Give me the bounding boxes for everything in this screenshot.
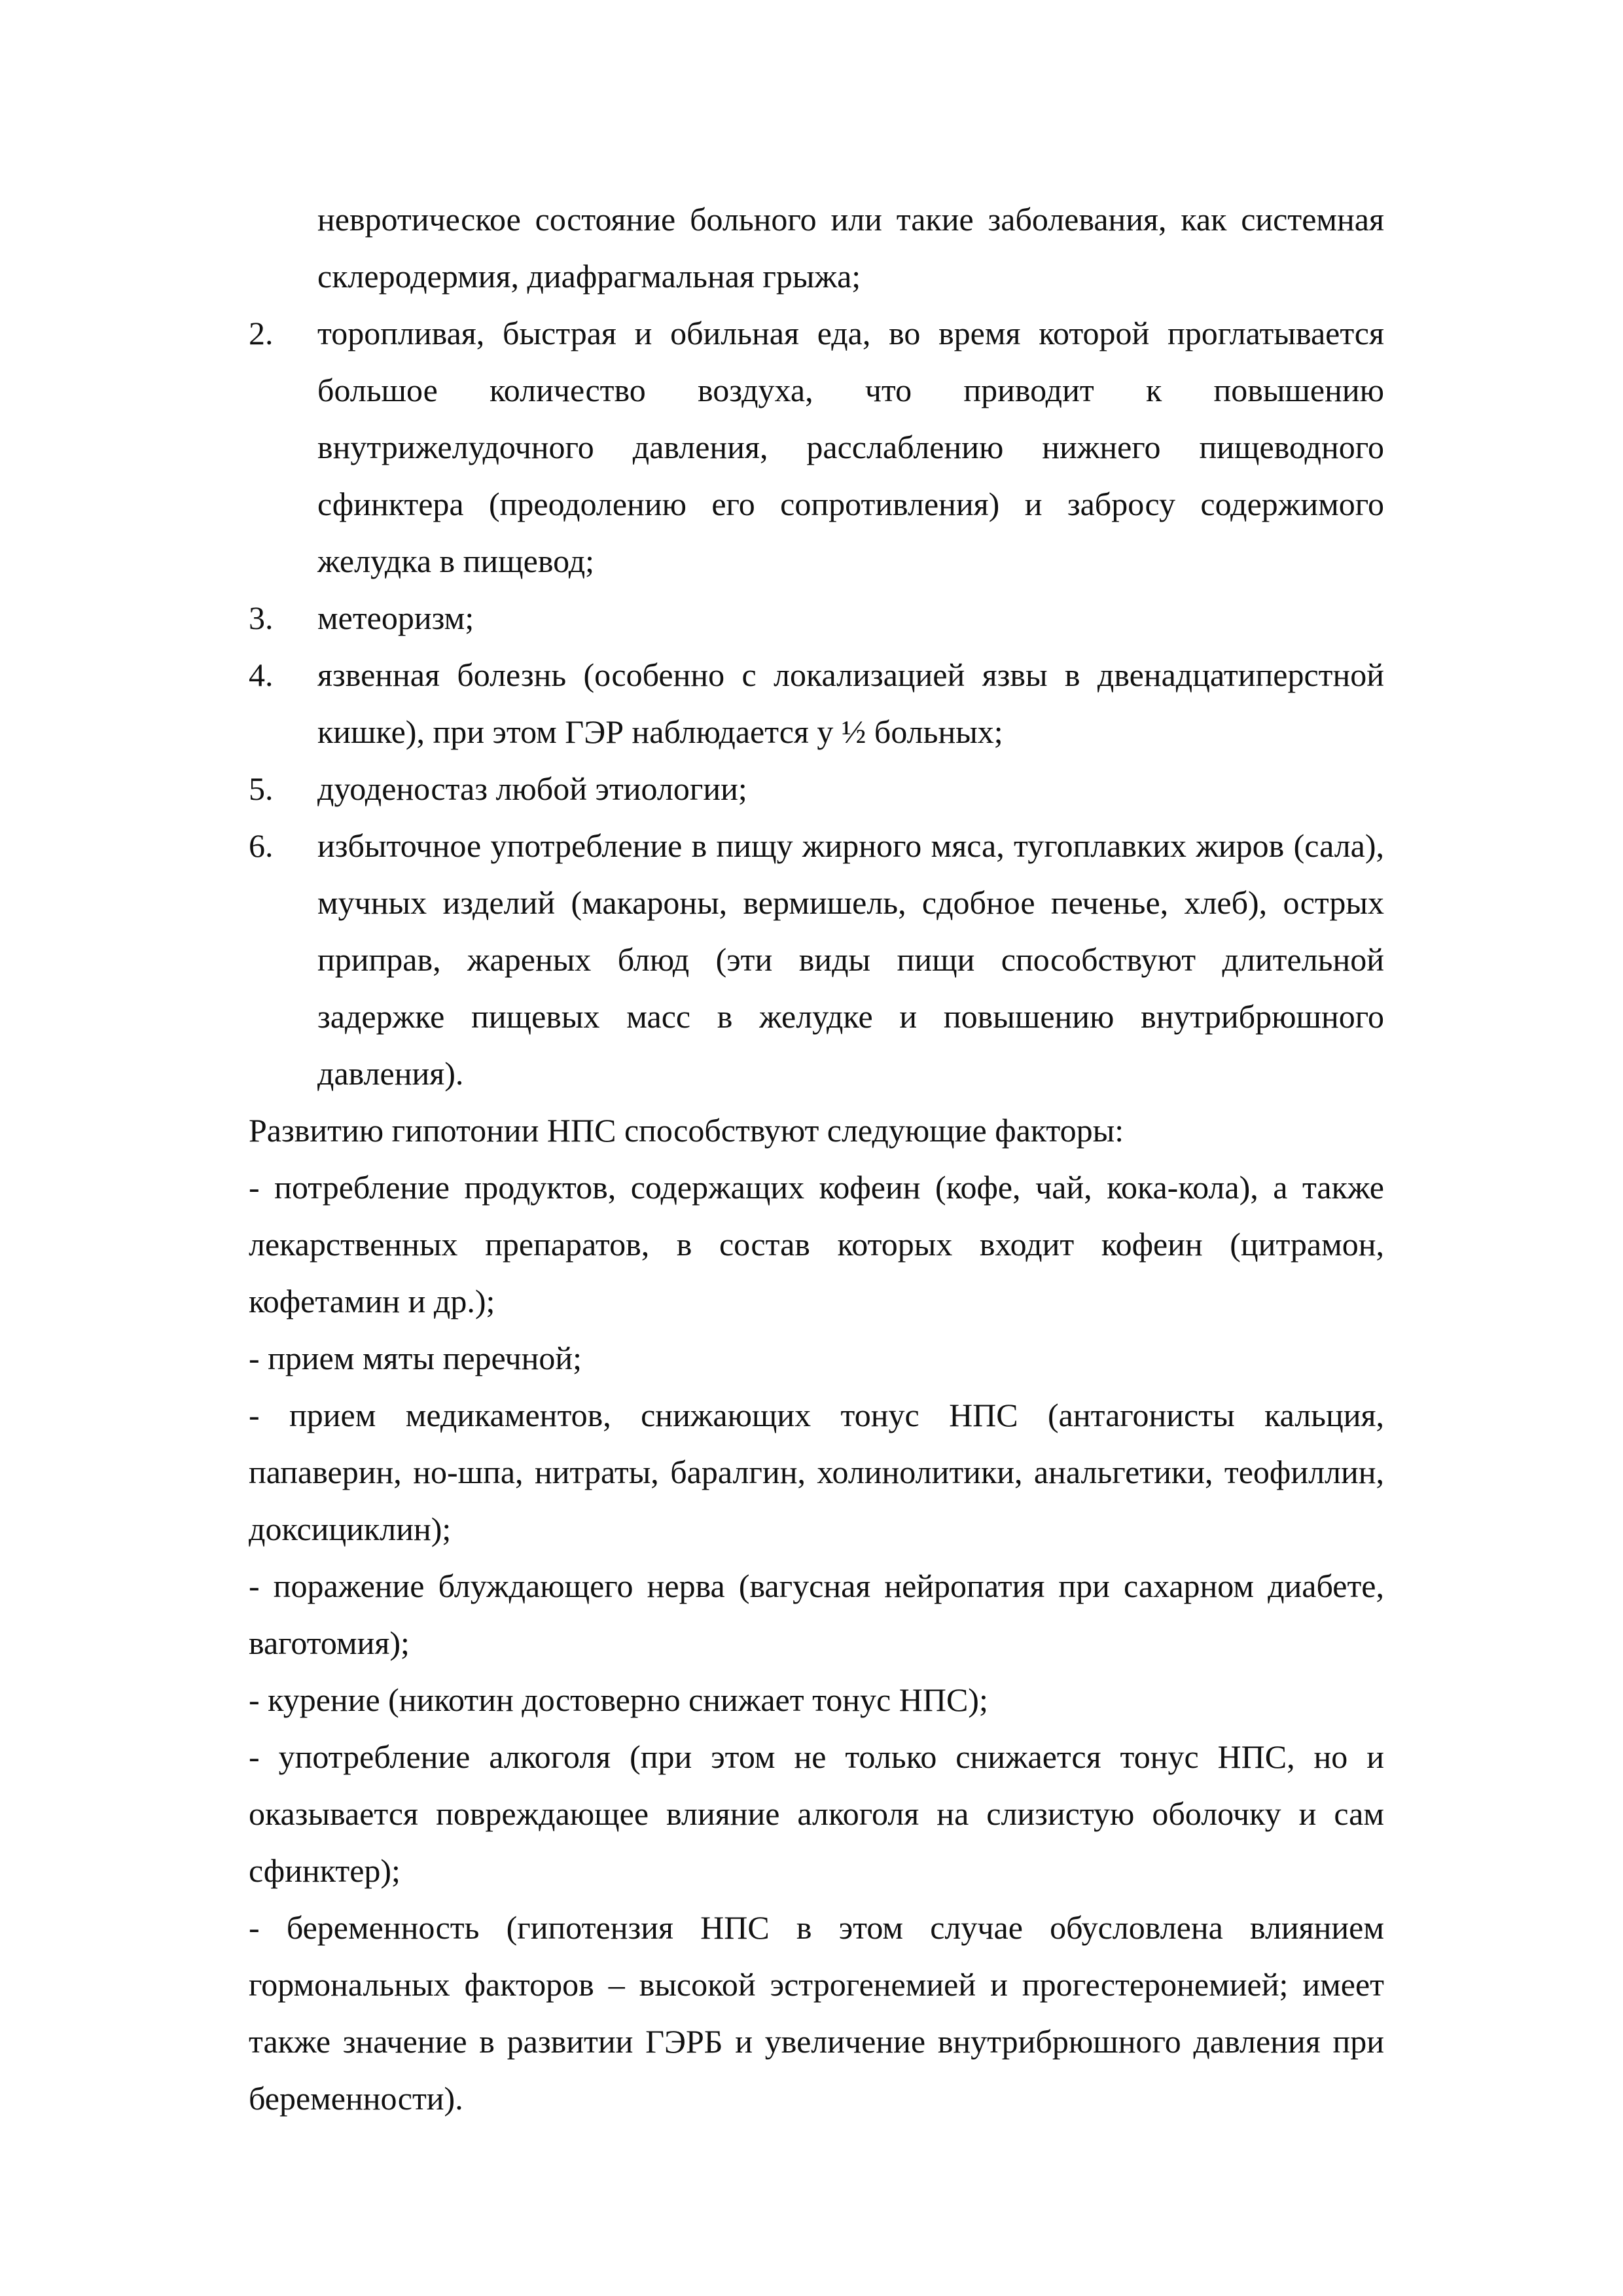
- list-number: 6.: [249, 827, 274, 864]
- text-line: задержке пищевых масс в желудке и повышению внутрибрюшного: [317, 998, 1384, 1035]
- list-item-5: [249, 761, 1384, 817]
- text-line: папаверин, но-шпа, нитраты, баралгин, холинолитики, анальгетики, теофиллин,: [249, 1454, 1384, 1490]
- text-line: [249, 647, 1384, 704]
- list-item-text: дуоденостаз любой этиологии;: [317, 770, 747, 807]
- factor-item: [249, 1899, 1384, 2127]
- list-item-text: избыточное употребление в пищу жирного мяса, тугоплавких жиров (сала),: [317, 827, 1384, 864]
- text-line: гормональных факторов – высокой эстрогенемией и прогестеронемией; имеет: [249, 1966, 1384, 2003]
- factor-item: [249, 1672, 1384, 1729]
- text-line: желудка в пищевод;: [317, 543, 595, 579]
- text-line: лекарственных препаратов, в состав которых входит кофеин (цитрамон,: [249, 1226, 1384, 1263]
- text-line: [249, 761, 1384, 817]
- list-number: 4.: [249, 656, 274, 693]
- text-line: кофетамин и др.);: [249, 1283, 495, 1319]
- text-line: давления).: [317, 1055, 464, 1092]
- list-item-text: торопливая, быстрая и обильная еда, во время которой проглатывается: [317, 315, 1384, 351]
- text-line: беременности).: [249, 2080, 463, 2117]
- text-line: склеродермия, диафрагмальная грыжа;: [317, 258, 861, 295]
- list-number: 2.: [249, 315, 274, 351]
- text-line: мучных изделий (макароны, вермишель, сдобное печенье, хлеб), острых: [317, 884, 1384, 921]
- text-line: [249, 305, 1384, 362]
- text-line: - курение (никотин достоверно снижает тонус НПС);: [249, 1681, 988, 1718]
- text-line: - поражение блуждающего нерва (вагусная нейропатия при сахарном диабете,: [249, 1568, 1384, 1604]
- section-intro: Развитию гипотонии НПС способствуют следующие факторы:: [249, 1112, 1124, 1149]
- text-line: ваготомия);: [249, 1624, 410, 1661]
- text-line: [249, 817, 1384, 874]
- text-line: [249, 590, 1384, 647]
- text-line: кишке), при этом ГЭР наблюдается у ½ больных;: [317, 713, 1003, 750]
- document-page: [249, 191, 1384, 2127]
- list-item-text: язвенная болезнь (особенно с локализацией язвы в двенадцатиперстной: [317, 656, 1384, 693]
- text-line: оказывается повреждающее влияние алкоголя на слизистую оболочку и сам: [249, 1795, 1384, 1832]
- list-item-text: метеоризм;: [317, 600, 474, 636]
- factor-item: [249, 1387, 1384, 1558]
- list-item-2: [249, 305, 1384, 590]
- list-number: 3.: [249, 600, 274, 636]
- text-line: - беременность (гипотензия НПС в этом случае обусловлена влиянием: [249, 1909, 1384, 1946]
- text-line: приправ, жареных блюд (эти виды пищи способствуют длительной: [317, 941, 1384, 978]
- list-item-1-continuation: [249, 191, 1384, 305]
- text-line: - прием мяты перечной;: [249, 1340, 582, 1376]
- text-line: большое количество воздуха, что приводит к повышению: [317, 372, 1384, 408]
- text-line: сфинктера (преодолению его сопротивления) и забросу содержимого: [317, 486, 1384, 522]
- text-line: также значение в развитии ГЭРБ и увеличение внутрибрюшного давления при: [249, 2023, 1384, 2060]
- text-line: внутрижелудочного давления, расслаблению нижнего пищеводного: [317, 429, 1384, 465]
- factor-item: [249, 1330, 1384, 1387]
- factor-item: [249, 1558, 1384, 1672]
- list-item-6: [249, 817, 1384, 1102]
- text-line: сфинктер);: [249, 1852, 401, 1889]
- text-line: - употребление алкоголя (при этом не только снижается тонус НПС, но и: [249, 1738, 1384, 1775]
- list-item-3: [249, 590, 1384, 647]
- text-line: - прием медикаментов, снижающих тонус НПС (антагонисты кальция,: [249, 1397, 1384, 1433]
- text-line: доксициклин);: [249, 1511, 452, 1547]
- text-line: невротическое состояние больного или такие заболевания, как системная: [317, 201, 1384, 238]
- list-number: 5.: [249, 770, 274, 807]
- text-line: - потребление продуктов, содержащих кофеин (кофе, чай, кока-кола), а также: [249, 1169, 1384, 1206]
- list-item-4: [249, 647, 1384, 761]
- factor-item: [249, 1159, 1384, 1330]
- factor-item: [249, 1729, 1384, 1899]
